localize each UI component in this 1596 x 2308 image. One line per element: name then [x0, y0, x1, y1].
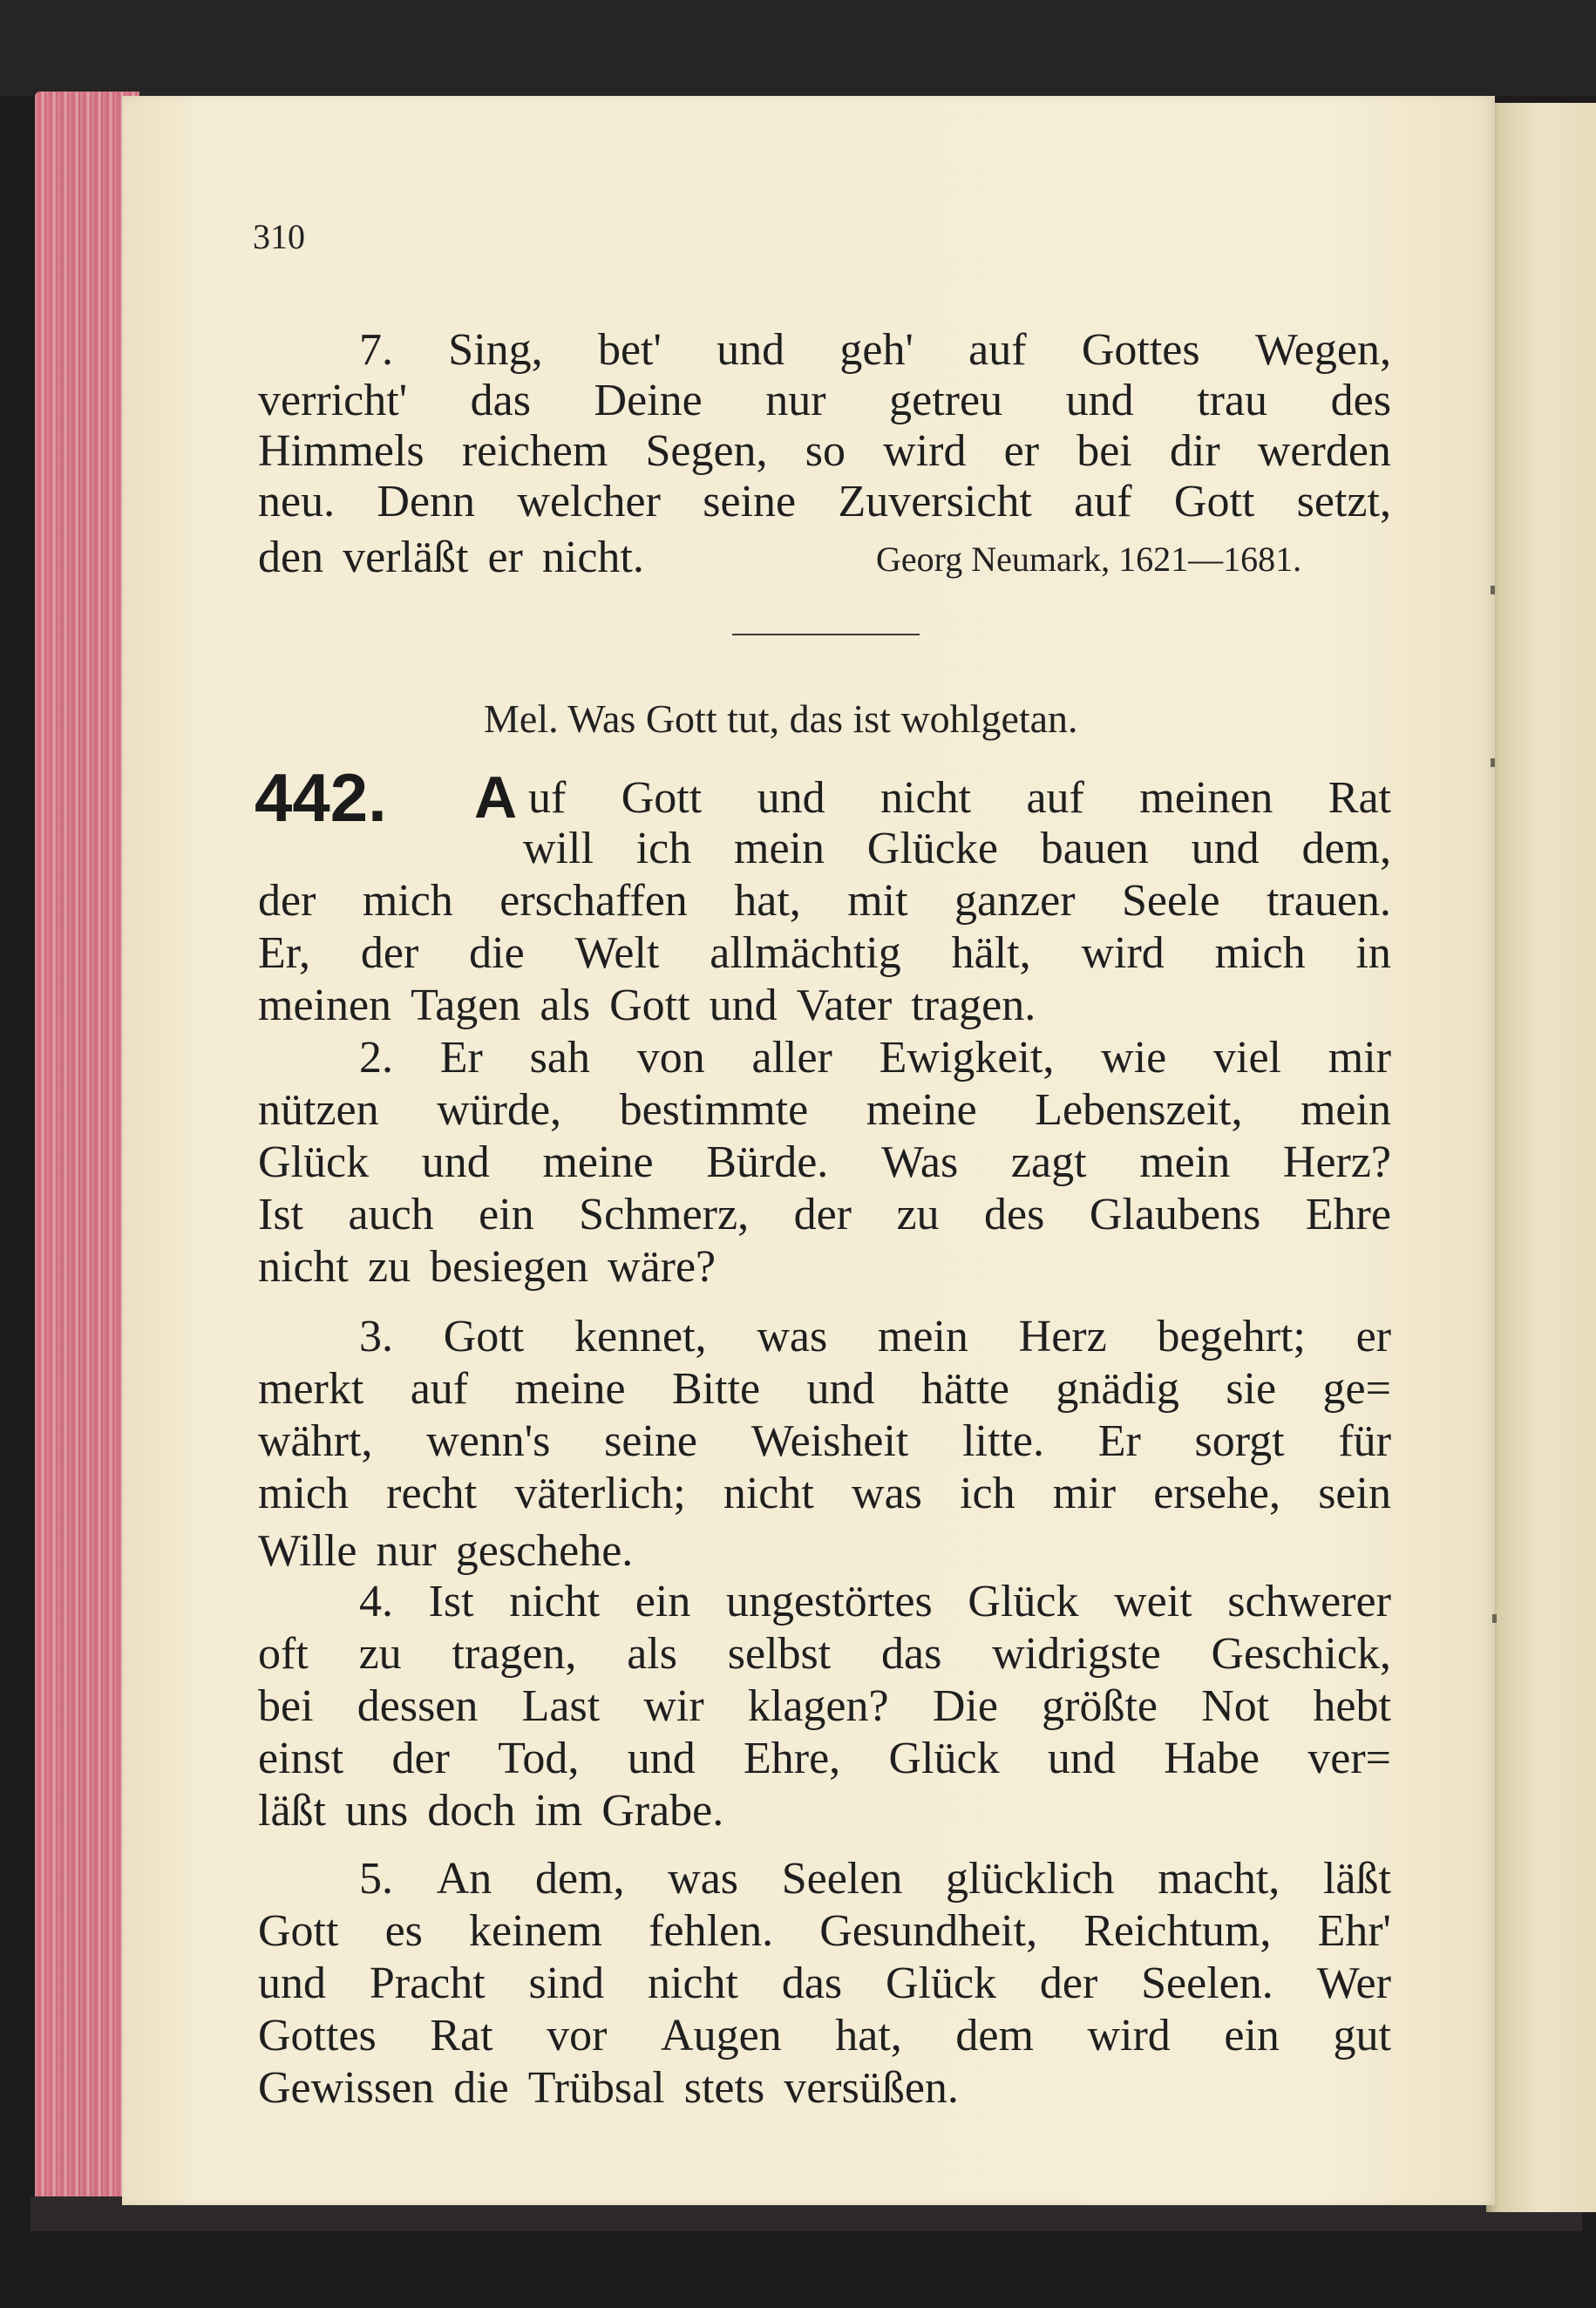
word: der: [793, 1190, 852, 1239]
word: mich: [1214, 928, 1306, 978]
word: was: [852, 1469, 922, 1518]
word: nicht: [258, 1242, 349, 1292]
hymn-line: [258, 1415, 1391, 1467]
word: schwerer: [1227, 1577, 1391, 1626]
word: keinem: [469, 1906, 603, 1956]
word: sie: [1226, 1364, 1277, 1414]
verse-line: [258, 476, 1391, 527]
word: bei: [258, 1681, 314, 1731]
word: gnädig: [1056, 1364, 1179, 1414]
word: des: [1330, 376, 1391, 425]
word: für: [1338, 1416, 1391, 1466]
word: Ist: [428, 1577, 474, 1626]
word: Reichtum,: [1083, 1906, 1272, 1956]
word: neu.: [258, 477, 336, 526]
word: väterlich;: [514, 1469, 686, 1518]
word: trauen.: [1266, 876, 1391, 926]
word: stets: [683, 2063, 765, 2113]
word: wie: [1101, 1033, 1167, 1083]
word: und: [709, 981, 778, 1030]
word: An: [436, 1854, 492, 1904]
word: zu: [358, 1629, 402, 1679]
hymn-number: 442.: [255, 759, 387, 836]
word: Trübsal: [527, 2063, 665, 2113]
hymn-line: [258, 2062, 1391, 2114]
word: Not: [1201, 1681, 1270, 1731]
word: Die: [932, 1681, 998, 1731]
word: uf: [528, 773, 567, 823]
word: und: [421, 1137, 490, 1187]
word: Gesundheit,: [819, 1906, 1038, 1956]
word: Ehr': [1317, 1906, 1391, 1956]
word: ganzer: [954, 876, 1076, 926]
word: das: [781, 1958, 843, 2008]
word: nur: [765, 376, 826, 425]
word: nicht: [509, 1577, 601, 1626]
hymn-line: [258, 1137, 1391, 1188]
word: zu: [896, 1190, 940, 1239]
hymn-line: [359, 1311, 1391, 1362]
word: würde,: [437, 1085, 562, 1135]
word: mich: [258, 1469, 349, 1518]
facing-page-edge: [1486, 103, 1596, 2212]
author-attribution: Georg Neumark, 1621—1681.: [876, 540, 1302, 579]
word: was: [668, 1854, 739, 1904]
word: Gott: [1173, 477, 1255, 526]
word: dem: [955, 2011, 1034, 2060]
word: er: [1355, 1312, 1391, 1361]
word: litte.: [962, 1416, 1044, 1466]
word: will: [523, 824, 594, 873]
word: Bitte: [671, 1364, 761, 1414]
word: seine: [703, 477, 797, 526]
word: werden: [1257, 426, 1391, 476]
word: wäre?: [608, 1242, 717, 1292]
word: bauen: [1040, 824, 1149, 873]
word: hebt: [1313, 1681, 1391, 1731]
word: von: [636, 1033, 705, 1083]
word: erschaffen: [499, 876, 688, 926]
word: mein: [734, 824, 825, 873]
word: wird: [1087, 2011, 1171, 2060]
word: geschehe.: [455, 1526, 634, 1576]
word: Er: [439, 1033, 483, 1083]
word: macht,: [1158, 1854, 1280, 1904]
word: sorgt: [1194, 1416, 1285, 1466]
word: gut: [1333, 2011, 1391, 2060]
word: Tagen: [411, 981, 521, 1030]
word: Seele: [1121, 876, 1220, 926]
hymn-line: [258, 1785, 1391, 1836]
word: er: [1003, 426, 1040, 476]
verse-line: [359, 324, 1391, 376]
word: auch: [348, 1190, 434, 1239]
word: auf: [410, 1364, 469, 1414]
book-cover-top: [0, 0, 1596, 96]
word: widrigste: [992, 1629, 1161, 1679]
word: tragen.: [911, 981, 1036, 1030]
word: als: [540, 981, 591, 1030]
word: Grabe.: [601, 1786, 724, 1836]
word: Tod,: [498, 1734, 580, 1783]
page-speck: [1491, 758, 1495, 767]
word: ge=: [1322, 1364, 1391, 1414]
word: Ewigkeit,: [879, 1033, 1055, 1083]
word: meinen: [258, 981, 392, 1030]
word: Wer: [1316, 1958, 1391, 2008]
word: recht: [386, 1469, 478, 1518]
word: setzt,: [1296, 477, 1391, 526]
word: Herz: [1018, 1312, 1107, 1361]
word: ein: [479, 1190, 534, 1239]
word: nicht: [880, 773, 972, 823]
word: wir: [643, 1681, 704, 1731]
word: Gewissen: [258, 2063, 435, 2113]
word: hat,: [734, 876, 801, 926]
word: das: [881, 1629, 942, 1679]
word: er: [487, 533, 523, 582]
verse-line: [258, 375, 1391, 426]
word: Vater: [796, 981, 893, 1030]
word: nicht.: [541, 533, 644, 582]
word: doch: [427, 1786, 516, 1836]
word: versüßen.: [784, 2063, 959, 2113]
word: der: [360, 928, 419, 978]
hymn-line: [258, 1189, 1391, 1240]
word: ersehe,: [1153, 1469, 1280, 1518]
word: bei: [1076, 426, 1132, 476]
word: meine: [514, 1364, 626, 1414]
word: verläßt: [343, 533, 469, 582]
hymn-line: [258, 1628, 1391, 1680]
word: kennet,: [574, 1312, 707, 1361]
word: nützen: [258, 1085, 379, 1135]
word: was: [757, 1312, 828, 1361]
word: des: [984, 1190, 1045, 1239]
word: trau: [1197, 376, 1268, 425]
word: währt,: [258, 1416, 373, 1466]
word: Denn: [377, 477, 476, 526]
word: auf: [968, 325, 1027, 375]
word: Seelen: [781, 1854, 903, 1904]
word: Glaubens: [1089, 1190, 1261, 1239]
word: Glück: [968, 1577, 1079, 1626]
page-speck: [1491, 586, 1495, 594]
word: Herz?: [1282, 1137, 1391, 1187]
hymn-line: [359, 1032, 1391, 1083]
word: reichem: [461, 426, 608, 476]
word: ungestörtes: [725, 1577, 933, 1626]
word: sind: [528, 1958, 605, 2008]
word: in: [1355, 928, 1391, 978]
hymn-line: [359, 1853, 1391, 1904]
word: meine: [866, 1085, 977, 1135]
word: auf: [1026, 773, 1084, 823]
word: oft: [258, 1629, 309, 1679]
word: Rat: [1328, 773, 1391, 823]
verse-line: [258, 425, 1391, 477]
word: mein: [1300, 1085, 1391, 1135]
hymn-line: [258, 1468, 1391, 1519]
word: Deine: [594, 376, 703, 425]
page-speck: [1492, 1614, 1497, 1623]
word: Weisheit: [750, 1416, 909, 1466]
word: Glücke: [866, 824, 998, 873]
word: hat,: [835, 2011, 902, 2060]
drop-cap-letter: A: [474, 764, 518, 831]
hymn-line: [258, 1084, 1391, 1136]
word: es: [384, 1906, 423, 1956]
word: nicht: [723, 1469, 814, 1518]
word: Wegen,: [1254, 325, 1391, 375]
word: der: [391, 1734, 450, 1783]
word: Sing,: [448, 325, 543, 375]
hymn-line: [258, 1733, 1391, 1784]
word: 3.: [359, 1312, 393, 1361]
word: Welt: [574, 928, 660, 978]
word: meine: [542, 1137, 654, 1187]
word: ich: [960, 1469, 1015, 1518]
word: ein: [635, 1577, 691, 1626]
hymn-first-line: [528, 772, 1391, 824]
word: und: [757, 773, 825, 823]
word: wenn's: [426, 1416, 551, 1466]
melody-note: Mel. Was Gott tut, das ist wohlgetan.: [484, 696, 1078, 741]
word: 5.: [359, 1854, 393, 1904]
word: Ehre,: [744, 1734, 841, 1783]
word: ich: [635, 824, 692, 873]
word: die: [453, 2063, 509, 2113]
word: dem,: [1301, 824, 1391, 873]
word: läßt: [258, 1786, 326, 1836]
word: hätte: [920, 1364, 1009, 1414]
word: sah: [529, 1033, 590, 1083]
word: dessen: [357, 1681, 479, 1731]
hymn-line: [523, 823, 1391, 874]
word: verricht': [258, 376, 408, 425]
word: mich: [362, 876, 453, 926]
hymn-line: [258, 875, 1391, 927]
word: der: [258, 876, 316, 926]
word: die: [469, 928, 525, 978]
word: mein: [1139, 1137, 1231, 1187]
word: vor: [547, 2011, 608, 2060]
word: wird: [1081, 928, 1165, 978]
word: tragen,: [452, 1629, 577, 1679]
word: uns: [344, 1786, 409, 1836]
word: getreu: [889, 376, 1003, 425]
word: und: [806, 1364, 875, 1414]
word: läßt: [1322, 1854, 1391, 1904]
word: mir: [1328, 1033, 1391, 1083]
word: nur: [376, 1526, 437, 1576]
word: selbst: [727, 1629, 832, 1679]
word: im: [534, 1786, 583, 1836]
word: klagen?: [747, 1681, 889, 1731]
hymn-line: [258, 2010, 1391, 2061]
word: Segen,: [645, 426, 768, 476]
word: bestimmte: [619, 1085, 809, 1135]
word: aller: [751, 1033, 832, 1083]
word: sein: [1318, 1469, 1391, 1518]
word: weit: [1114, 1577, 1192, 1626]
word: meinen: [1139, 773, 1273, 823]
word: besiegen: [430, 1242, 589, 1292]
word: größte: [1042, 1681, 1158, 1731]
word: das: [470, 376, 531, 425]
word: Habe: [1164, 1734, 1260, 1783]
hymn-line: [258, 1958, 1391, 2009]
word: zu: [367, 1242, 411, 1292]
hymn-line: [258, 1525, 1391, 1577]
section-divider: [732, 634, 920, 635]
word: Gottes: [1081, 325, 1200, 375]
word: mein: [877, 1312, 968, 1361]
word: 7.: [359, 325, 393, 375]
word: Himmels: [258, 426, 424, 476]
word: und: [1047, 1734, 1116, 1783]
word: dir: [1169, 426, 1220, 476]
word: allmächtig: [710, 928, 901, 978]
hymn-line: [258, 927, 1391, 979]
word: Wille: [258, 1526, 357, 1576]
word: mit: [847, 876, 908, 926]
word: Augen: [661, 2011, 782, 2060]
word: Gott: [443, 1312, 525, 1361]
word: Gott: [609, 981, 690, 1030]
hymn-line: [359, 1576, 1391, 1627]
word: Ehre: [1305, 1190, 1391, 1239]
word: Lebenszeit,: [1035, 1085, 1243, 1135]
word: Gott: [621, 773, 703, 823]
word: nicht: [648, 1958, 738, 2008]
word: Glück: [885, 1958, 997, 2008]
word: hält,: [951, 928, 1031, 978]
word: und: [1191, 824, 1260, 873]
word: 2.: [359, 1033, 393, 1083]
word: Seelen.: [1141, 1958, 1273, 2008]
word: Ist: [258, 1190, 303, 1239]
word: Gottes: [258, 2011, 377, 2060]
hymn-line: [258, 1363, 1391, 1415]
word: mir: [1052, 1469, 1117, 1518]
word: und: [1065, 376, 1134, 425]
word: der: [1039, 1958, 1098, 2008]
word: Pracht: [369, 1958, 486, 2008]
word: auf: [1074, 477, 1132, 526]
word: und: [258, 1958, 326, 2008]
word: dem,: [534, 1854, 625, 1904]
word: fehlen.: [649, 1906, 774, 1956]
word: so: [805, 426, 846, 476]
word: geh': [839, 325, 913, 375]
word: Last: [521, 1681, 601, 1731]
word: den: [258, 533, 324, 582]
page-number: 310: [253, 217, 305, 256]
word: und: [717, 325, 785, 375]
word: Was: [881, 1137, 959, 1187]
word: wird: [883, 426, 967, 476]
hymn-line: [258, 1241, 1391, 1293]
word: zagt: [1010, 1137, 1087, 1187]
word: begehrt;: [1157, 1312, 1306, 1361]
word: viel: [1213, 1033, 1281, 1083]
word: glücklich: [946, 1854, 1115, 1904]
hymn-line: [258, 1680, 1391, 1732]
word: 4.: [359, 1577, 393, 1626]
verse-line: [258, 532, 781, 583]
word: bet': [597, 325, 662, 375]
word: Rat: [430, 2011, 493, 2060]
hymn-line: [258, 1905, 1391, 1957]
hymn-line: [258, 980, 1391, 1031]
word: ver=: [1307, 1734, 1391, 1783]
word: Zuversicht: [838, 477, 1032, 526]
word: welcher: [517, 477, 661, 526]
word: seine: [604, 1416, 697, 1466]
word: ein: [1224, 2011, 1280, 2060]
word: Glück: [258, 1137, 370, 1187]
word: Er: [1097, 1416, 1141, 1466]
word: Gott: [258, 1906, 339, 1956]
word: Schmerz,: [579, 1190, 750, 1239]
word: merkt: [258, 1364, 364, 1414]
word: und: [627, 1734, 696, 1783]
word: als: [627, 1629, 677, 1679]
word: Bürde.: [706, 1137, 829, 1187]
word: einst: [258, 1734, 344, 1783]
word: Er,: [258, 928, 310, 978]
word: Glück: [888, 1734, 1000, 1783]
word: Geschick,: [1211, 1629, 1391, 1679]
